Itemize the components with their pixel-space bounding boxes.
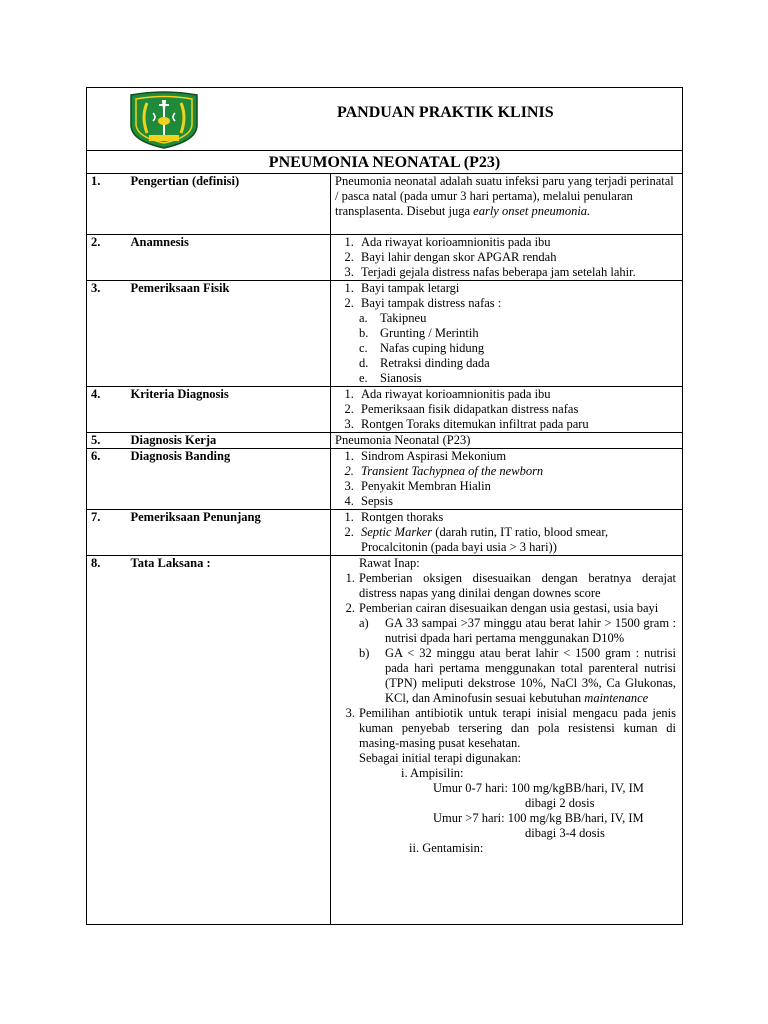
row-content <box>331 174 683 235</box>
list-item: 2. Pemberian cairan disesuaikan dengan usia gestasi, usia bayi a) GA 33 sampai >37 minggu atau berat lahir > 1500 gram : nutrisi dpada hari pertama menggunakan D10% b) GA < 32 minggu atau berat lahir < 1500 gram : nutrisi pada hari pertama menggunakan total parenteral nutrisi (TPN) meliputi dekstrose 10%, NaCl 3%, Ca Glukonas, KCl, dan Aminofusin sesuai kebutuhan maintenance <box>345 601 677 705</box>
table-row <box>87 281 683 387</box>
row-label: Diagnosis Banding <box>131 449 331 510</box>
antibiotic-item: ii. Gentamisin: <box>409 841 484 855</box>
row-label: Tata Laksana : <box>131 556 331 925</box>
list-item: 3. Penyakit Membran Hialin <box>357 479 676 494</box>
table-row <box>87 449 683 510</box>
list-item: 3. Terjadi gejala distress nafas beberapa jam setelah lahir. <box>357 265 676 280</box>
list-item: 1. Sindrom Aspirasi Mekonium <box>357 449 676 464</box>
list-item: 1. Bayi tampak letargi <box>357 281 676 296</box>
list-item: 2. Bayi tampak distress nafas : <box>357 296 676 311</box>
list-item: 4. Sepsis <box>357 494 676 509</box>
document-page <box>86 87 682 925</box>
row-number: 8. <box>87 556 131 925</box>
row-number: 7. <box>87 510 131 556</box>
list-item: 2. Transient Tachypnea of the newborn <box>357 464 676 479</box>
list-item: 2. Pemeriksaan fisik didapatkan distress nafas <box>357 402 676 417</box>
table-row <box>87 174 683 235</box>
list-item: 1. Ada riwayat korioamnionitis pada ibu <box>357 235 676 250</box>
row-label: Anamnesis <box>131 235 331 281</box>
sub-list-item: e. Sianosis <box>359 371 422 385</box>
definition-italic: early onset pneumonia. <box>473 204 591 218</box>
list-item: 1. Rontgen thoraks <box>357 510 676 525</box>
sub-list-item: a. Takipneu <box>359 311 427 325</box>
list-item: 1. Pemberian oksigen disesuaikan dengan beratnya derajat distress napas yang dinilai dengan downes score <box>345 571 677 600</box>
clinical-guideline-table <box>86 87 683 925</box>
sub-list-item: c. Nafas cuping hidung <box>359 341 485 355</box>
document-title: PANDUAN PRAKTIK KLINIS <box>337 104 554 121</box>
table-row <box>87 433 683 449</box>
row-content <box>331 449 683 510</box>
row-content: Pneumonia Neonatal (P23) <box>331 433 683 449</box>
row-label: Pemeriksaan Fisik <box>131 281 331 387</box>
list-item: 3. Pemilihan antibiotik untuk terapi inisial mengacu pada jenis kuman penyebab tersering dan pola resistensi kuman di masing-masing pusat kesehatan. Sebagai initial terapi digunakan: i. Ampisilin: Umur 0-7 hari: 100 mg/kgBB/hari, IV, IM dibagi 2 dosis Umur >7 hari: 100 mg/kg BB/hari, IV, IM dibagi 3-4 dosis ii. Gentamisin: <box>345 706 677 855</box>
row-label: Pengertian (definisi) <box>131 174 331 235</box>
list-item: 3. Rontgen Toraks ditemukan infiltrat pada paru <box>357 417 676 432</box>
row-number: 3. <box>87 281 131 387</box>
table-row <box>87 556 683 925</box>
row-content <box>331 556 683 925</box>
table-row <box>87 510 683 556</box>
sub-list-item: b) GA < 32 minggu atau berat lahir < 1500 gram : nutrisi pada hari pertama menggunakan total parenteral nutrisi (TPN) meliputi dekstrose 10%, NaCl 3%, Ca Glukonas, KCl, dan Aminofusin sesuai kebutuhan maintenance <box>359 646 677 705</box>
antibiotic-item: i. Ampisilin: <box>401 766 464 780</box>
list-item: 2. Septic Marker (darah rutin, IT ratio, blood smear, Procalcitonin (pada bayi usia > 3 hari)) <box>357 525 676 555</box>
regional-emblem-logo <box>127 91 201 149</box>
row-number: 2. <box>87 235 131 281</box>
document-subtitle: PNEUMONIA NEONATAL (P23) <box>87 151 683 174</box>
sub-list-item: d. Retraksi dinding dada <box>359 356 490 370</box>
row-label: Pemeriksaan Penunjang <box>131 510 331 556</box>
sub-list-item: a) GA 33 sampai >37 minggu atau berat lahir > 1500 gram : nutrisi dpada hari pertama menggunakan D10% <box>359 616 677 645</box>
management-intro: Rawat Inap: <box>359 556 420 570</box>
row-content <box>331 510 683 556</box>
header-cell <box>87 88 683 151</box>
row-number: 6. <box>87 449 131 510</box>
row-content <box>331 281 683 387</box>
list-item: 2. Bayi lahir dengan skor APGAR rendah <box>357 250 676 265</box>
row-content <box>331 235 683 281</box>
row-number: 5. <box>87 433 131 449</box>
row-content <box>331 387 683 433</box>
row-label: Diagnosis Kerja <box>131 433 331 449</box>
list-item: 1. Ada riwayat korioamnionitis pada ibu <box>357 387 676 402</box>
sub-list-item: b. Grunting / Merintih <box>359 326 479 340</box>
table-row <box>87 235 683 281</box>
table-row <box>87 387 683 433</box>
row-label: Kriteria Diagnosis <box>131 387 331 433</box>
row-number: 1. <box>87 174 131 235</box>
definition-text: Pneumonia neonatal adalah suatu infeksi paru yang terjadi perinatal / pasca natal (pada umur 3 hari pertama), melalui penularan transplasenta. Disebut juga <box>335 174 674 218</box>
row-number: 4. <box>87 387 131 433</box>
